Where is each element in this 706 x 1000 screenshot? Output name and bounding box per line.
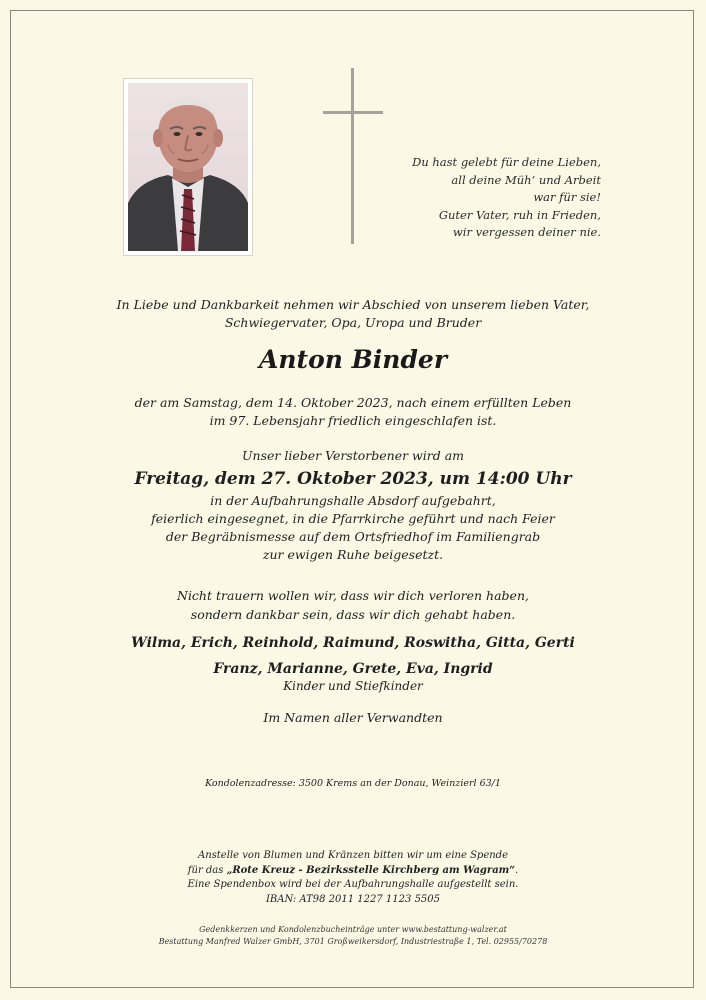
ceremony-line: zur ewigen Ruhe beigesetzt.: [262, 547, 444, 562]
funeral-date: Freitag, dem 27. Oktober 2023, um 14:00 Uhr: [134, 469, 572, 489]
farewell-intro: [0, 296, 706, 332]
undertaker-footer: [0, 924, 706, 948]
poem-line: all deine Müh‘ und Arbeit: [451, 172, 601, 187]
ceremony-line: feierlich eingesegnet, in die Pfarrkirche geführt und nach Feier: [151, 511, 555, 526]
ceremony-line: in der Aufbahrungshalle Absdorf aufgebahrt,: [210, 493, 496, 508]
portrait-photo: [123, 78, 253, 256]
death-line: im 97. Lebensjahr friedlich eingeschlafen ist.: [209, 413, 497, 428]
donation-prefix: für das: [187, 864, 227, 876]
family-names-line-2: Franz, Marianne, Grete, Eva, Ingrid: [213, 661, 493, 677]
death-line: der am Samstag, dem 14. Oktober 2023, nach einem erfüllten Leben: [134, 395, 572, 410]
verse-line: Nicht trauern wollen wir, dass wir dich verloren haben,: [177, 588, 529, 603]
relatives-signature: Im Namen aller Verwandten: [263, 710, 443, 725]
poem-line: wir vergessen deiner nie.: [452, 225, 601, 239]
deceased-name: Anton Binder: [258, 345, 448, 374]
donation-suffix: .: [515, 864, 519, 876]
footer-line: Gedenkkerzen und Kondolenzbucheinträge unter www.bestattung-walzer.at: [199, 925, 507, 934]
closing-verse: [0, 587, 706, 624]
footer-line: Bestattung Manfred Walzer GmbH, 3701 Großweikersdorf, Industriestraße 1, Tel. 02955/70278: [158, 937, 548, 946]
funeral-announcement: Unser lieber Verstorbener wird am: [241, 448, 465, 463]
condolence-address: Kondolenzadresse: 3500 Krems an der Donau, Weinzierl 63/1: [205, 778, 501, 789]
ceremony-details: [0, 492, 706, 564]
poem-line: war für sie!: [533, 190, 601, 204]
donation-line-charity: [0, 864, 706, 879]
family-relation-note: Kinder und Stiefkinder: [283, 679, 423, 693]
poem-line: Guter Vater, ruh in Frieden,: [438, 207, 601, 222]
intro-line: In Liebe und Dankbarkeit nehmen wir Abschied von unserem lieben Vater,: [116, 297, 590, 312]
donation-line: Eine Spendenbox wird bei der Aufbahrungshalle aufgestellt sein.: [187, 879, 519, 890]
portrait-image: [128, 83, 248, 251]
verse-line: sondern dankbar sein, dass wir dich gehabt haben.: [190, 606, 516, 622]
memorial-poem: [341, 154, 601, 242]
death-notice: [0, 394, 706, 430]
donation-request: [0, 849, 706, 907]
donation-line: Anstelle von Blumen und Kränzen bitten wir um eine Spende: [197, 850, 508, 861]
family-names-line-1: Wilma, Erich, Reinhold, Raimund, Roswitha, Gitta, Gerti: [131, 635, 575, 651]
charity-name: „Rote Kreuz - Bezirksstelle Kirchberg am Wagram“: [226, 864, 516, 876]
intro-line: Schwiegervater, Opa, Uropa und Bruder: [224, 315, 482, 330]
poem-line: Du hast gelebt für deine Lieben,: [412, 155, 601, 169]
iban: IBAN: AT98 2011 1227 1123 5505: [265, 893, 441, 905]
ceremony-line: der Begräbnismesse auf dem Ortsfriedhof im Familiengrab: [165, 529, 541, 544]
